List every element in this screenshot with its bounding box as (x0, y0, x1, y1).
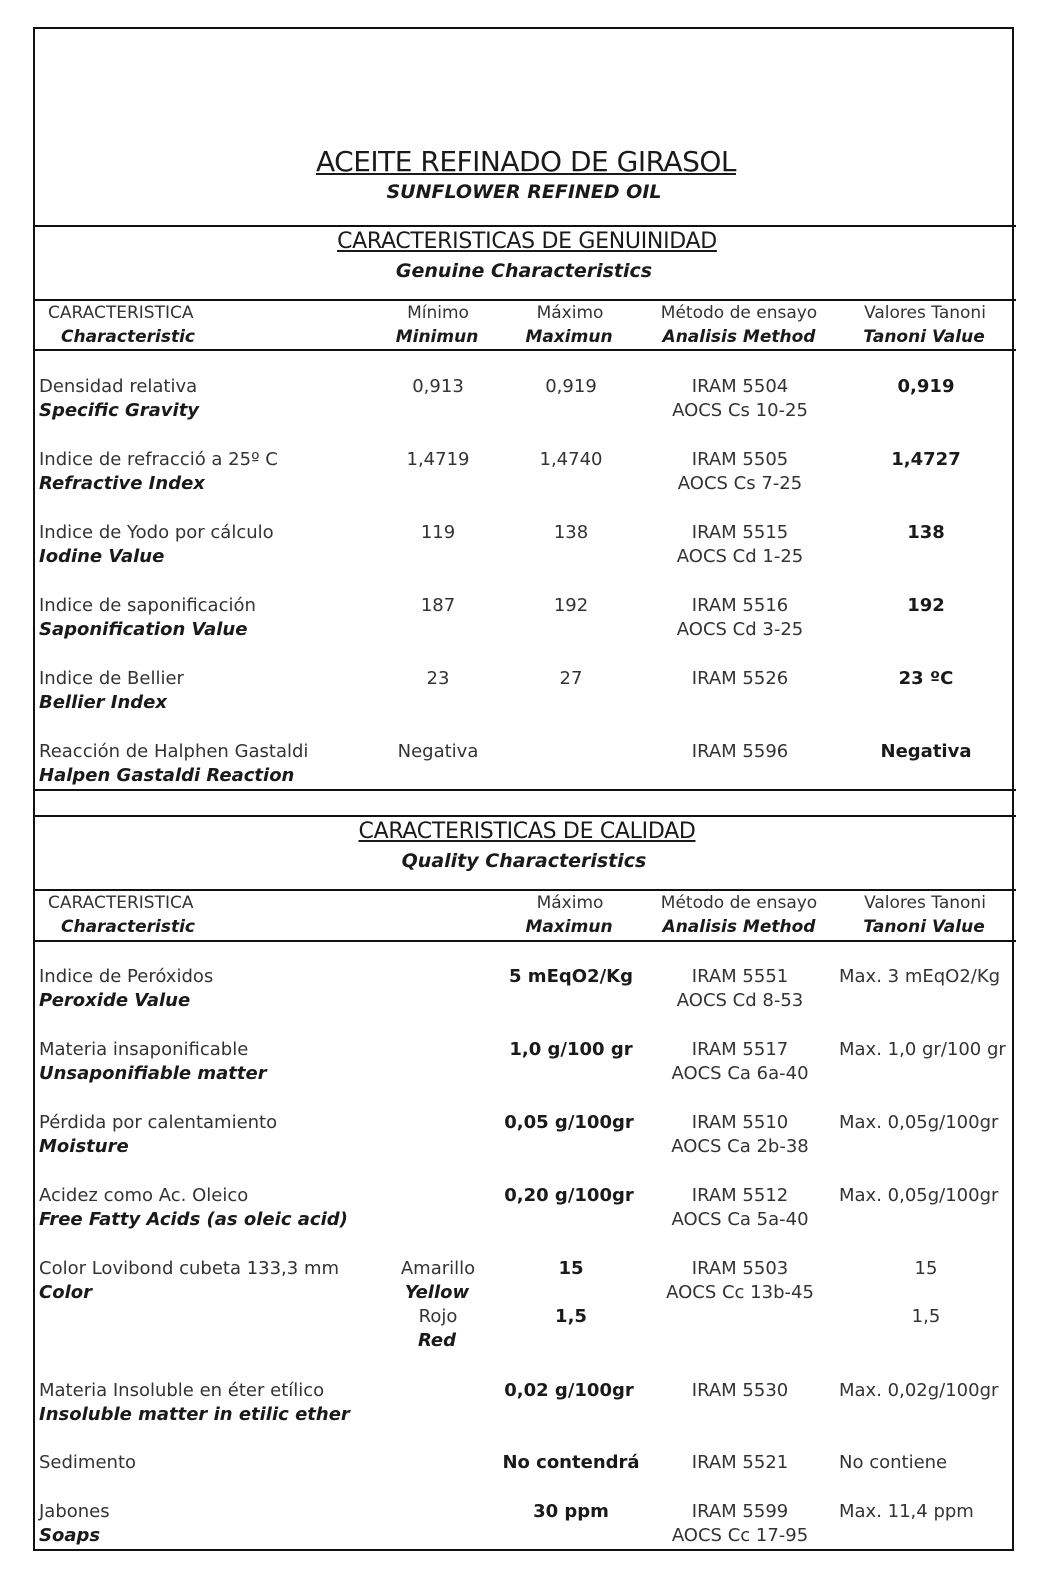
genuine-header-characteristic-en: Characteristic (61, 327, 195, 347)
row-label-en: Color (39, 1282, 92, 1303)
quality-header-value: Valores Tanoni (864, 893, 986, 913)
color-red-max: 1,5 (555, 1306, 587, 1327)
row-max: 192 (553, 595, 589, 616)
row-label-en: Free Fatty Acids (as oleic acid) (39, 1209, 348, 1230)
divider (33, 940, 1016, 942)
genuine-header-max-en: Maximun (525, 327, 613, 347)
row-max: 0,20 g/100gr (504, 1185, 634, 1206)
row-method: IRAM 5596 (691, 741, 789, 762)
divider (33, 349, 1016, 351)
genuine-header-method: Método de ensayo (660, 303, 818, 323)
row-min: 187 (420, 595, 456, 616)
row-label: Materia Insoluble en éter etílico (39, 1380, 325, 1401)
row-label: Color Lovibond cubeta 133,3 mm (39, 1258, 340, 1279)
divider (33, 889, 1016, 891)
row-method-2: AOCS Cd 1-25 (676, 546, 804, 567)
row-label: Indice de Peróxidos (39, 966, 214, 987)
row-label-en: Moisture (39, 1136, 129, 1157)
genuine-header-value-en: Tanoni Value (863, 327, 985, 347)
row-method: IRAM 5505 (691, 449, 789, 470)
row-label-en: Soaps (39, 1525, 101, 1546)
row-label: Indice de refracció a 25º C (39, 449, 278, 470)
quality-header-method: Método de ensayo (660, 893, 818, 913)
row-method: IRAM 5512 (691, 1185, 789, 1206)
row-method-2: AOCS Ca 6a-40 (671, 1063, 809, 1084)
row-value: Max. 1,0 gr/100 gr (839, 1039, 1006, 1060)
quality-header-characteristic-en: Characteristic (61, 917, 195, 937)
row-label-en: Unsaponifiable matter (39, 1063, 267, 1084)
genuine-header-min: Mínimo (407, 303, 469, 323)
row-method: IRAM 5517 (691, 1039, 789, 1060)
quality-header-max-en: Maximun (525, 917, 613, 937)
row-method: IRAM 5526 (691, 668, 789, 689)
divider (33, 815, 1016, 817)
quality-header-characteristic: CARACTERISTICA (48, 893, 194, 913)
row-value: 23 ºC (898, 668, 954, 689)
row-method-2: AOCS Cc 13b-45 (666, 1282, 814, 1303)
row-method: IRAM 5504 (691, 376, 789, 397)
row-method-2: AOCS Cc 17-95 (671, 1525, 809, 1546)
row-value: Negativa (880, 741, 972, 762)
row-max: 1,0 g/100 gr (509, 1039, 633, 1060)
color-red-label-en: Red (417, 1330, 457, 1351)
row-label-en: Iodine Value (39, 546, 165, 567)
row-max: 0,02 g/100gr (504, 1380, 634, 1401)
row-min: 23 (426, 668, 450, 689)
row-label-en: Peroxide Value (39, 990, 191, 1011)
row-label-en: Specific Gravity (39, 400, 200, 421)
row-label-en: Refractive Index (39, 473, 205, 494)
row-label: Indice de saponificación (39, 595, 256, 616)
color-yellow-label-en: Yellow (404, 1282, 470, 1303)
row-max: 30 ppm (533, 1501, 609, 1522)
divider (33, 789, 1016, 791)
row-label: Pérdida por calentamiento (39, 1112, 278, 1133)
row-method-2: AOCS Ca 5a-40 (671, 1209, 809, 1230)
row-min: 119 (420, 522, 456, 543)
row-method-2: AOCS Cd 8-53 (676, 990, 804, 1011)
row-max: 0,05 g/100gr (504, 1112, 634, 1133)
row-value: 0,919 (897, 376, 955, 397)
row-label: Acidez como Ac. Oleico (39, 1185, 249, 1206)
row-value: Max. 11,4 ppm (839, 1501, 974, 1522)
genuine-section-title: CARACTERISTICAS DE GENUINIDAD (337, 229, 717, 254)
quality-section-title: CARACTERISTICAS DE CALIDAD (358, 819, 696, 844)
color-red-label: Rojo (418, 1306, 458, 1327)
row-method: IRAM 5521 (691, 1452, 789, 1473)
row-label-en: Insoluble matter in etilic ether (39, 1404, 350, 1425)
row-method: IRAM 5510 (691, 1112, 789, 1133)
row-value: No contiene (839, 1452, 948, 1473)
row-label: Indice de Bellier (39, 668, 184, 689)
row-method: IRAM 5530 (691, 1380, 789, 1401)
color-yellow-value: 15 (914, 1258, 938, 1279)
row-method-2: AOCS Ca 2b-38 (671, 1136, 809, 1157)
row-value: 1,4727 (891, 449, 961, 470)
row-method: IRAM 5551 (691, 966, 789, 987)
row-label: Materia insaponificable (39, 1039, 249, 1060)
row-method: IRAM 5503 (691, 1258, 789, 1279)
row-method-2: AOCS Cs 7-25 (677, 473, 803, 494)
document-subtitle: SUNFLOWER REFINED OIL (386, 181, 662, 203)
quality-header-max: Máximo (536, 893, 604, 913)
row-max: 138 (553, 522, 589, 543)
row-label-en: Bellier Index (39, 692, 168, 713)
row-min: Negativa (397, 741, 479, 762)
row-label: Sedimento (39, 1452, 137, 1473)
divider (33, 299, 1016, 301)
genuine-header-value: Valores Tanoni (864, 303, 986, 323)
row-method: IRAM 5599 (691, 1501, 789, 1522)
genuine-header-characteristic: CARACTERISTICA (48, 303, 194, 323)
row-label-en: Halpen Gastaldi Reaction (39, 765, 295, 786)
divider (33, 225, 1016, 227)
row-value: 192 (907, 595, 945, 616)
row-method: IRAM 5516 (691, 595, 789, 616)
quality-header-method-en: Analisis Method (662, 917, 816, 937)
row-value: 138 (907, 522, 945, 543)
row-value: Max. 0,02g/100gr (839, 1380, 999, 1401)
row-label-en: Saponification Value (39, 619, 248, 640)
genuine-header-min-en: Minimun (395, 327, 479, 347)
row-min: 0,913 (412, 376, 464, 397)
genuine-header-max: Máximo (536, 303, 604, 323)
color-red-value: 1,5 (911, 1306, 941, 1327)
row-max: 5 mEqO2/Kg (509, 966, 633, 987)
genuine-header-method-en: Analisis Method (662, 327, 816, 347)
row-min: 1,4719 (406, 449, 470, 470)
row-method: IRAM 5515 (691, 522, 789, 543)
genuine-section-subtitle: Genuine Characteristics (395, 260, 653, 282)
color-yellow-label: Amarillo (400, 1258, 476, 1279)
row-max: 1,4740 (539, 449, 603, 470)
row-value: Max. 0,05g/100gr (839, 1112, 999, 1133)
row-method-2: AOCS Cd 3-25 (676, 619, 804, 640)
row-label: Indice de Yodo por cálculo (39, 522, 274, 543)
row-max: No contendrá (502, 1452, 640, 1473)
row-max: 0,919 (545, 376, 597, 397)
quality-section-subtitle: Quality Characteristics (401, 850, 647, 872)
row-max: 27 (559, 668, 583, 689)
row-method-2: AOCS Cs 10-25 (672, 400, 808, 421)
row-label: Reacción de Halphen Gastaldi (39, 741, 309, 762)
row-value: Max. 3 mEqO2/Kg (839, 966, 1001, 987)
row-value: Max. 0,05g/100gr (839, 1185, 999, 1206)
quality-header-value-en: Tanoni Value (863, 917, 985, 937)
row-label: Jabones (39, 1501, 110, 1522)
color-yellow-max: 15 (558, 1258, 584, 1279)
row-label: Densidad relativa (39, 376, 198, 397)
document-title: ACEITE REFINADO DE GIRASOL (316, 145, 736, 178)
